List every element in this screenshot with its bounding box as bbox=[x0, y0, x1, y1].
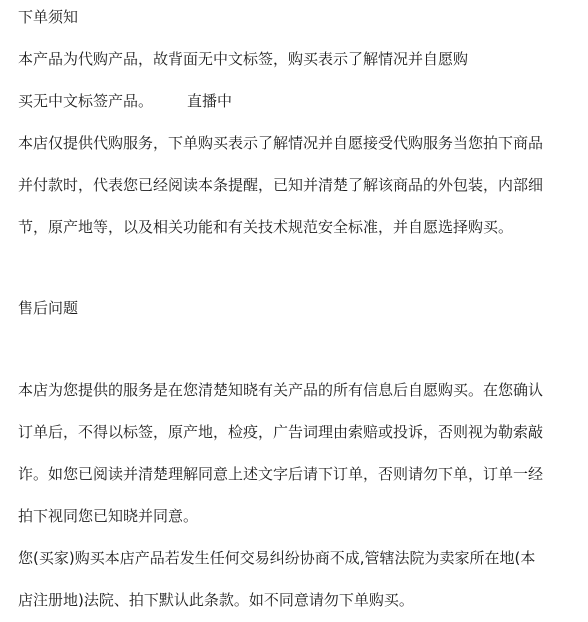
notice-paragraph-2-line-2: 并付款时，代表您已经阅读本条提醒，已知并清楚了解该商品的外包装，内部细 bbox=[18, 176, 544, 194]
notice-paragraph-2-line-1: 本店仅提供代购服务，下单购买表示了解情况并自愿接受代购服务当您拍下商品 bbox=[18, 134, 544, 152]
notice-paragraph-1-line-1: 本产品为代购产品，故背面无中文标签，购买表示了解情况并自愿购 bbox=[18, 50, 469, 68]
live-label: 直播中 bbox=[187, 92, 233, 110]
notice-paragraph-2-line-3: 节，原产地等，以及相关功能和有关技术规范安全标准，并自愿选择购买。 bbox=[18, 218, 514, 236]
after-sales-paragraph-1-line-2: 订单后，不得以标签，原产地，检疫，广告词理由索赔或投诉，否则视为勒索敲 bbox=[18, 423, 544, 441]
after-sales-title: 售后问题 bbox=[18, 299, 79, 317]
after-sales-paragraph-2-line-1: 您(买家)购买本店产品若发生任何交易纠纷协商不成,管辖法院为卖家所在地(本 bbox=[18, 549, 536, 567]
notice-title: 下单须知 bbox=[18, 8, 79, 26]
after-sales-paragraph-1-line-1: 本店为您提供的服务是在您清楚知晓有关产品的所有信息后自愿购买。在您确认 bbox=[18, 381, 544, 399]
notice-paragraph-1-line-2-text: 买无中文标签产品。 bbox=[18, 92, 154, 110]
notice-paragraph-1-line-2 bbox=[18, 91, 232, 111]
after-sales-paragraph-1-line-4: 拍下视同您已知晓并同意。 bbox=[18, 507, 199, 525]
after-sales-paragraph-1-line-3: 诈。如您已阅读并清楚理解同意上述文字后请下订单，否则请勿下单，订单一经 bbox=[18, 465, 544, 483]
after-sales-paragraph-2-line-2: 店注册地)法院、拍下默认此条款。如不同意请勿下单购买。 bbox=[18, 591, 414, 609]
